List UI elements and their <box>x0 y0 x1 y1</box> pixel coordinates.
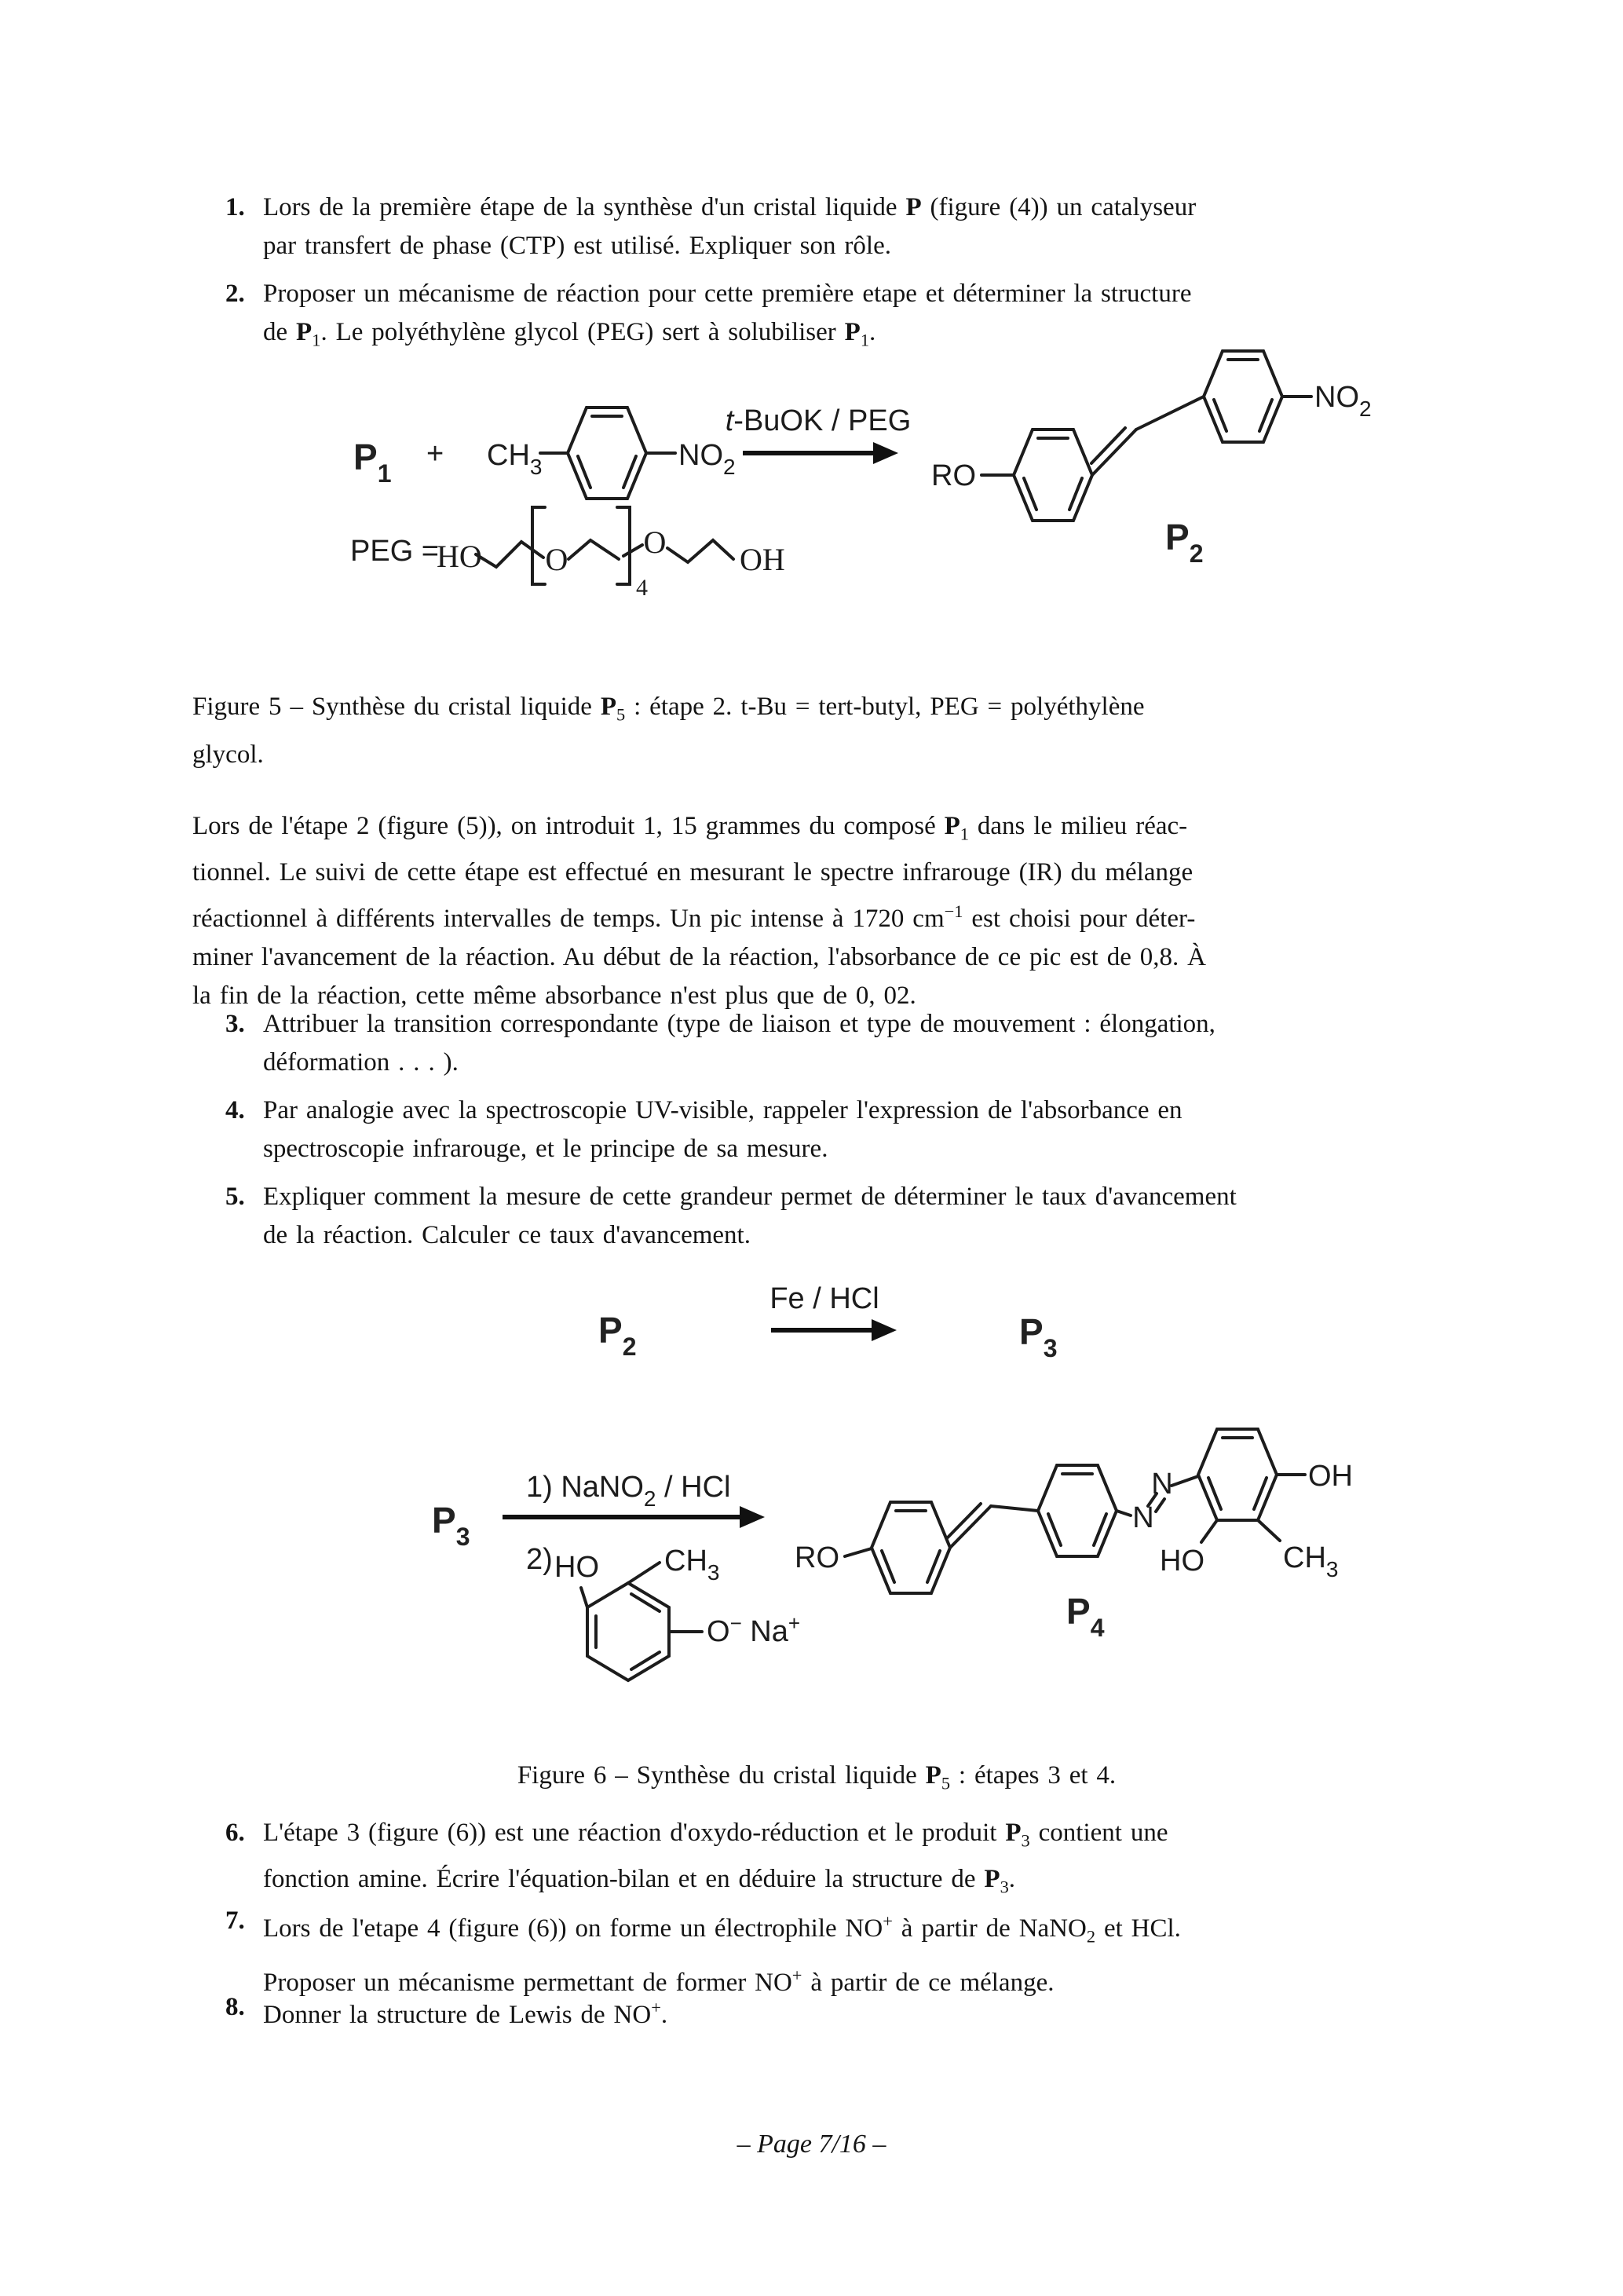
benzene-ring <box>872 1502 950 1593</box>
question-number: 4. <box>225 1096 245 1124</box>
benzene-ring <box>1038 1465 1117 1556</box>
compound-label-p2: $P_2$ <box>598 1310 637 1361</box>
question-8 <box>225 1988 1419 2035</box>
vinyl-bond <box>1092 430 1136 475</box>
ether-oxygen-label: O <box>643 525 667 560</box>
benzene-ring <box>568 408 646 499</box>
figure6-step3-scheme <box>550 1264 1178 1366</box>
peg-equals-label: PEG = <box>350 535 439 568</box>
benzene-ring <box>1014 430 1092 521</box>
reaction-arrow-head <box>872 1319 897 1341</box>
chain-bond <box>667 540 733 562</box>
question-text: Par analogie avec la spectroscopie UV-visible, rappeler l'expression de l'absorbance en spectroscopie infrarouge, et le principe de sa mesure. <box>263 1096 1183 1163</box>
hydroxyl-label: HO <box>1160 1545 1204 1578</box>
question-text: Expliquer comment la mesure de cette grandeur permet de déterminer le taux d'avancement de la réaction. Calculer ce taux d'avancement. <box>263 1183 1237 1249</box>
question-number: 2. <box>225 280 245 308</box>
bracket-left <box>532 507 545 584</box>
methyl-label: $CH_3$ <box>487 439 543 479</box>
question-text: L'étape 3 (figure (6)) est une réaction d'oxydo-réduction et le produit $P_3$ contient une fonction amine. Écrire l'équation-bilan et en déduire la structure de $P_3$. <box>263 1819 1168 1897</box>
question-text: Lors de la première étape de la synthèse d'un cristal liquide P (figure (4)) un catalyseur par transfert de phase (CTP) est utilisé. Expliquer son rôle. <box>263 193 1197 260</box>
alkoxy-label: RO <box>795 1541 839 1574</box>
bond <box>1172 1476 1198 1486</box>
repeat-subscript: 4 <box>636 575 648 601</box>
nitro-label: $NO_2$ <box>1314 381 1372 421</box>
bond <box>1201 1520 1217 1542</box>
bond <box>845 1548 872 1556</box>
phenolate-sodium-label: O− Na+ <box>707 1611 801 1648</box>
figure5-caption: Figure 5 – Synthèse du cristal liquide $P_5$ : étape 2. t-Bu = tert-butyl, PEG = polyéthylène glycol. <box>192 693 1145 769</box>
azo-nitrogen-label: N <box>1151 1468 1173 1501</box>
question-number: 6. <box>225 1819 245 1847</box>
question-number: 5. <box>225 1183 245 1211</box>
question-5 <box>225 1178 1419 1255</box>
question-7 <box>225 1902 1419 2002</box>
ether-oxygen-label: O <box>545 542 568 577</box>
vinyl-bond <box>1136 397 1204 430</box>
benzene-ring <box>1198 1429 1277 1520</box>
paragraph: Lors de l'étape 2 (figure (5)), on introduit 1, 15 grammes du composé $P_1$ dans le milieu réac- tionnel. Le suivi de cette étape est effectué en mesurant le spectre infrarouge (IR) du mélange réactionnel à différents intervalles de temps. Un pic intense à 1720 $cm^{-1}$ est choisi pour déter- miner l'avancement de la réaction. Au début de la réaction, l'absorbance de ce pic est de 0,8. À la fin de la réaction, cette même absorbance n'est plus que de 0, 02. <box>192 812 1207 1010</box>
question-number: 3. <box>225 1010 245 1038</box>
question-1 <box>225 188 1419 265</box>
question-6 <box>225 1814 1419 1906</box>
question-number: 7. <box>225 1907 245 1935</box>
methyl-label: $CH_3$ <box>1283 1541 1339 1581</box>
nitro-label: $NO_2$ <box>678 439 736 479</box>
question-text: Donner la structure de Lewis de NO+. <box>263 1998 668 2029</box>
azo-nitrogen-label: N <box>1132 1501 1154 1534</box>
question-text: Proposer un mécanisme de réaction pour cette première etape et déterminer la structure de $P_1$. Le polyéthylène glycol (PEG) sert à solubiliser $P_1$. <box>263 280 1192 350</box>
methyl-label: $CH_3$ <box>664 1545 720 1585</box>
chain-bond <box>623 545 642 556</box>
compound-label-p3: $P_3$ <box>432 1500 470 1551</box>
reaction-step2-label: 2) <box>526 1543 553 1576</box>
reaction-step1-label: 1) NaNO$_2$ / HCl <box>526 1471 731 1511</box>
reaction-arrow-head <box>873 442 898 464</box>
question-3 <box>225 1005 1419 1082</box>
bond <box>1258 1520 1280 1541</box>
compound-label-p4: $P_4$ <box>1066 1591 1105 1642</box>
question-number: 1. <box>225 193 245 221</box>
question-4 <box>225 1091 1419 1168</box>
benzene-ring <box>587 1583 669 1680</box>
reaction-conditions-label: t-BuOK / PEG <box>725 404 912 437</box>
chain-bond <box>568 540 619 559</box>
question-number: 8. <box>225 1993 245 2021</box>
question-text: Lors de l'etape 4 (figure (6)) on forme un électrophile NO+ à partir de NaNO$_2$ et HCl. Proposer un mécanisme permettant de former NO+ à partir de ce mélange. <box>263 1911 1181 1997</box>
figure5-reaction-scheme <box>298 338 1445 660</box>
reaction-conditions-label: Fe / HCl <box>769 1282 879 1315</box>
bracket-right <box>617 507 630 584</box>
reaction-arrow-head <box>740 1506 765 1528</box>
question-text: Attribuer la transition correspondante (type de liaison et type de mouvement : élongation, déformation . . . ). <box>263 1010 1215 1077</box>
compound-label-p1: $P_1$ <box>353 437 392 488</box>
hydroxyl-label: HO <box>437 539 482 574</box>
bond <box>581 1588 587 1607</box>
figure6-caption: Figure 6 – Synthèse du cristal liquide $P_5$ : étapes 3 et 4. <box>517 1761 1117 1793</box>
bond <box>628 1563 660 1583</box>
vinyl-bond <box>991 1506 1038 1511</box>
alkoxy-label: RO <box>931 459 976 492</box>
hydroxyl-label: HO <box>554 1551 599 1584</box>
hydroxyl-label: OH <box>1308 1460 1353 1493</box>
hydroxyl-label: OH <box>740 542 785 577</box>
plus-sign: + <box>426 437 444 470</box>
bond <box>1117 1511 1131 1515</box>
compound-label-p3: $P_3$ <box>1019 1311 1058 1362</box>
figure6-step4-scheme <box>345 1390 1476 1720</box>
compound-label-p2: $P_2$ <box>1165 517 1204 568</box>
azo-double-bond <box>1156 1499 1164 1512</box>
page-footer: – Page 7/16 – <box>737 2130 886 2159</box>
benzene-ring <box>1204 351 1282 442</box>
